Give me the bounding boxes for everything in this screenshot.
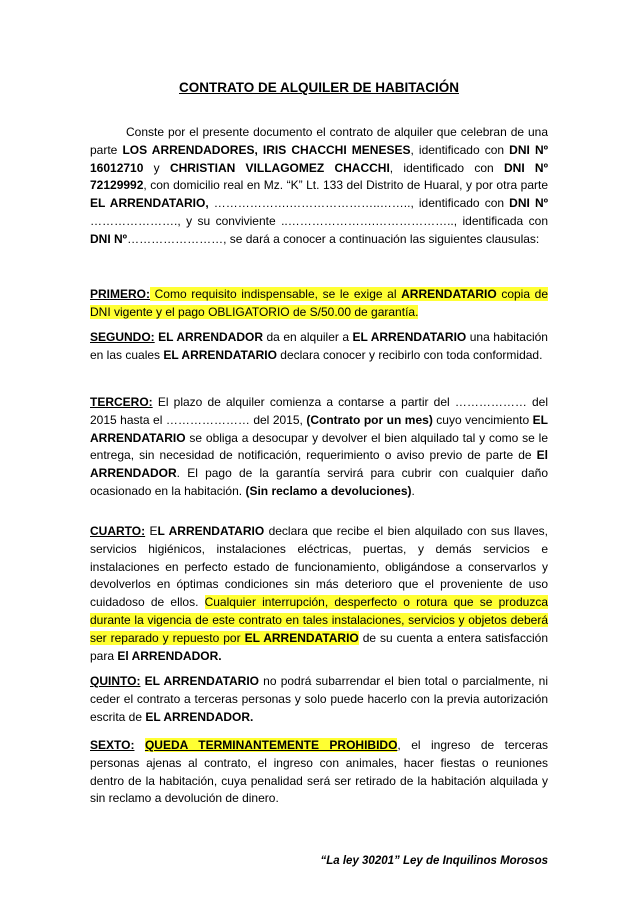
highlighted-bold: EL ARRENDATARIO [244, 630, 359, 645]
clause-text: El plazo de alquiler comienza a contarse a partir del ……………… del 2015 hasta el ………………… del 2015, [90, 395, 548, 427]
highlighted-text: copia de DNI vigente y el pago OBLIGATORIO de S/50.00 de garantía. [90, 287, 548, 319]
clause-text: declara conocer y recibirlo con toda conformidad. [276, 347, 543, 362]
intro-text: ……………………, se dará a conocer a continuación las siguientes clausulas: [127, 231, 540, 246]
intro-bold: DNI Nº 72129992 [90, 160, 548, 193]
clause-text: de su cuenta a entera satisfacción para [90, 630, 548, 663]
intro-paragraph [90, 124, 548, 249]
clause-text: E [145, 524, 158, 538]
clause-cuarto [90, 523, 548, 665]
clause-primero [90, 286, 548, 322]
clause-text: declara que recibe el bien alquilado con sus llaves, servicios higiénicos, instalaciones eléctricas, puertas, y demás servicios e instalaciones en perfecto estado de funcionamiento, obligándose a conservarlos y devolverlos en óptimas condiciones sin más deterioro que el proveniente de uso cuidadoso de ellos. [90, 524, 548, 610]
clause-bold: EL ARRENDADOR [154, 330, 263, 344]
intro-text: y [143, 160, 170, 175]
highlighted-bold: ARRENDATARIO [401, 287, 497, 301]
intro-bold: DNI Nº [509, 196, 548, 211]
clause-bold: EL ARRENDATARIO [90, 412, 548, 445]
clause-label: PRIMERO: [90, 287, 150, 301]
intro-text: , identificado con [410, 142, 510, 157]
clause-bold: EL ARRENDATARIO [352, 330, 467, 344]
clause-quinto [90, 673, 548, 726]
clause-text: . [411, 483, 415, 498]
clause-text: . El pago de la garantía servirá para cubrir con cualquier daño ocasionado en la habitación. [90, 466, 548, 498]
intro-text: ……………….…………………..…….., identificado con [208, 196, 510, 211]
intro-bold: CHRISTIAN VILLAGOMEZ CHACCHI [169, 160, 390, 175]
clause-text [134, 738, 144, 752]
highlighted-bold: QUEDA TERMINANTEMENTE PROHIBIDO [144, 738, 398, 752]
clause-text: una habitación en las cuales [90, 330, 548, 362]
clause-bold: El ARRENDADOR [90, 448, 548, 481]
highlighted-text: Cualquier interrupción, desperfecto o rotura que se produzca durante la vigencia de este contrato en tales instalaciones, servicios y objetos deberá ser reparado y repuesto por [90, 595, 548, 645]
intro-bold: LOS ARRENDADORES, IRIS CHACCHI MENESES [122, 142, 411, 157]
clause-tercero [90, 394, 548, 501]
clause-label: TERCERO: [90, 395, 153, 409]
clause-bold: (Sin reclamo a devoluciones) [245, 483, 412, 498]
intro-text: , identificado con [389, 160, 504, 175]
clause-text: se obliga a desocupar y devolver el bien alquilado tal y como se le entrega, sin necesidad de notificación, requerimiento o aviso previo de parte de [90, 430, 548, 463]
document-title: CONTRATO DE ALQUILER DE HABITACIÓN [179, 80, 459, 95]
clause-label: SEGUNDO: [90, 330, 155, 344]
clause-text: , el ingreso de terceras personas ajenas al contrato, el ingreso con animales, hacer fiestas o reuniones dentro de la habitación, cuya penalidad será ser retirado de la habitación alquilada y sin reclamo a devolución de dinero. [90, 738, 548, 806]
highlighted-text: Como requisito indispensable, se le exige al [150, 287, 402, 301]
intro-text: Conste por el presente documento el contrato de alquiler que celebran de una parte [90, 125, 548, 157]
clause-bold: EL ARRENDATARIO [163, 347, 277, 362]
clause-bold: EL ARRENDADOR. [145, 709, 254, 724]
intro-bold: EL ARRENDATARIO, [90, 196, 209, 211]
clause-label: SEXTO: [90, 738, 135, 752]
intro-text: , con domicilio real en Mz. “K” Lt. 133 del Distrito de Huaral, y por otra parte [143, 178, 548, 193]
clause-bold: El ARRENDADOR. [117, 648, 222, 663]
clause-bold: EL ARRENDATARIO [140, 674, 260, 688]
intro-bold: DNI Nº 16012710 [90, 142, 548, 175]
clause-segundo [90, 329, 548, 365]
clause-sexto [90, 737, 548, 808]
clause-text: no podrá subarrendar el bien total o parcialmente, ni ceder el contrato a terceras personas y solo puede hacerlo con la previa autorización escrita de [90, 674, 549, 724]
clause-bold: (Contrato por un mes) [306, 412, 433, 427]
intro-bold: DNI Nº [90, 231, 128, 246]
clause-text: cuyo vencimiento [432, 412, 533, 427]
intro-text: …………………., y su conviviente ..………………….……………….., identificada con [90, 213, 548, 228]
clause-label: CUARTO: [90, 524, 146, 538]
clause-bold: L ARRENDATARIO [157, 524, 265, 538]
clause-label: QUINTO: [90, 674, 141, 688]
footer-note: “La ley 30201” Ley de Inquilinos Morosos [320, 855, 548, 867]
clause-text: da en alquiler a [263, 330, 353, 344]
